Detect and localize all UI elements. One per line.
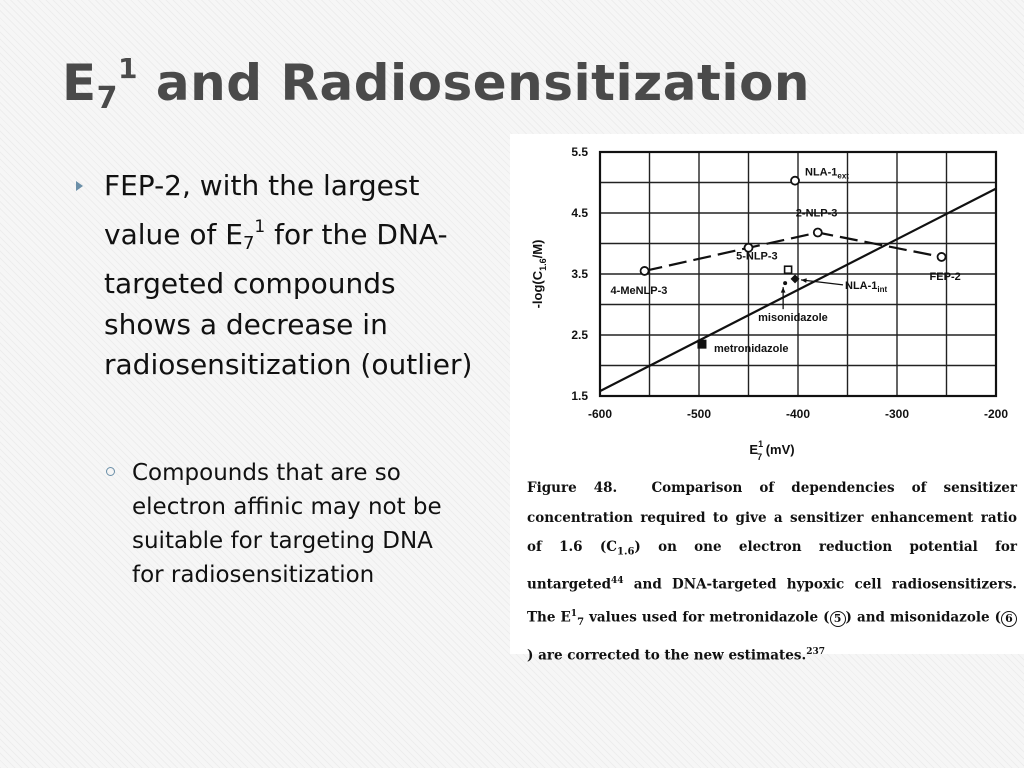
x-axis-label: $E^1$ 7 (mV) [749, 439, 795, 462]
bullet-main [76, 166, 476, 386]
point-marker [783, 281, 787, 285]
point-label: NLA-$1_{int}$ [845, 279, 888, 294]
misonidazole-arrow-head [781, 287, 786, 293]
compound-5-badge: 5 [830, 611, 846, 627]
title-rest: and Radiosensitization [138, 54, 811, 112]
point-label: 5-NLP-3 [736, 250, 778, 263]
point-marker [791, 177, 799, 185]
y-tick-label: 3.5 [571, 267, 588, 281]
point-label: FEP-2 [929, 270, 961, 283]
caption-label: Figure 48. [527, 480, 618, 496]
point-marker [814, 229, 822, 237]
point-label: misonidazole [758, 312, 828, 325]
bullet-main-text: FEP-2, with the largest value of $E_7^1$ for the DNA-targeted compounds shows a decrease in radiosensitization (outlier) [104, 169, 473, 381]
y-tick-label: 4.5 [571, 206, 588, 220]
slide-title [62, 52, 810, 116]
bullet-sub-text: Compounds that are so electron affinic may not be suitable for targeting DNA for radiosensitization [132, 460, 442, 588]
compound-6-badge: 6 [1001, 611, 1017, 627]
title-subscript: 7 [96, 81, 119, 116]
y-tick-label: 1.5 [571, 389, 588, 403]
x-tick-label: -600 [587, 407, 613, 421]
chart-ticks [571, 145, 1008, 421]
bullet-sub [106, 456, 466, 592]
x-tick-label: -500 [686, 407, 712, 421]
point-label: 2-NLP-3 [795, 207, 838, 220]
circle-bullet-icon [106, 467, 115, 476]
point-marker [697, 340, 706, 349]
title-superscript: 1 [118, 52, 139, 85]
x-tick-label: -400 [785, 407, 811, 421]
figure [510, 134, 1024, 664]
point-marker [785, 266, 792, 273]
point-marker [938, 253, 946, 261]
scatter-chart [510, 134, 1024, 474]
arrow-bullet-icon [76, 181, 83, 191]
title-e: E [62, 54, 97, 112]
figure-caption: Figure 48. Comparison of dependencies of sensitizer concentration required to give a sensitizer enhancement ratio of 1.6 $(C_{1.6})$ on one electron reduction potential for untargeted$^{44}$ and DNA-targeted hypoxic cell radiosensitizers. The $E^1_7$ values used for metronidazole ( 5 ) and misonidazole ( 6) are corrected to the new estimates.$^{237}$ [527, 480, 1018, 664]
point-label: NLA-$1_{ext}$ [805, 166, 849, 181]
point-marker [641, 267, 649, 275]
point-label: metronidazole [713, 343, 789, 356]
x-tick-label: -200 [983, 407, 1009, 421]
y-tick-label: 2.5 [571, 328, 588, 342]
y-tick-label: 5.5 [571, 145, 588, 159]
chart-point-labels [611, 167, 961, 355]
x-tick-label: -300 [884, 407, 910, 421]
y-axis-label: $-\log(C_{1.6}/M)$ [530, 239, 548, 309]
point-label: 4-MeNLP-3 [610, 284, 668, 297]
